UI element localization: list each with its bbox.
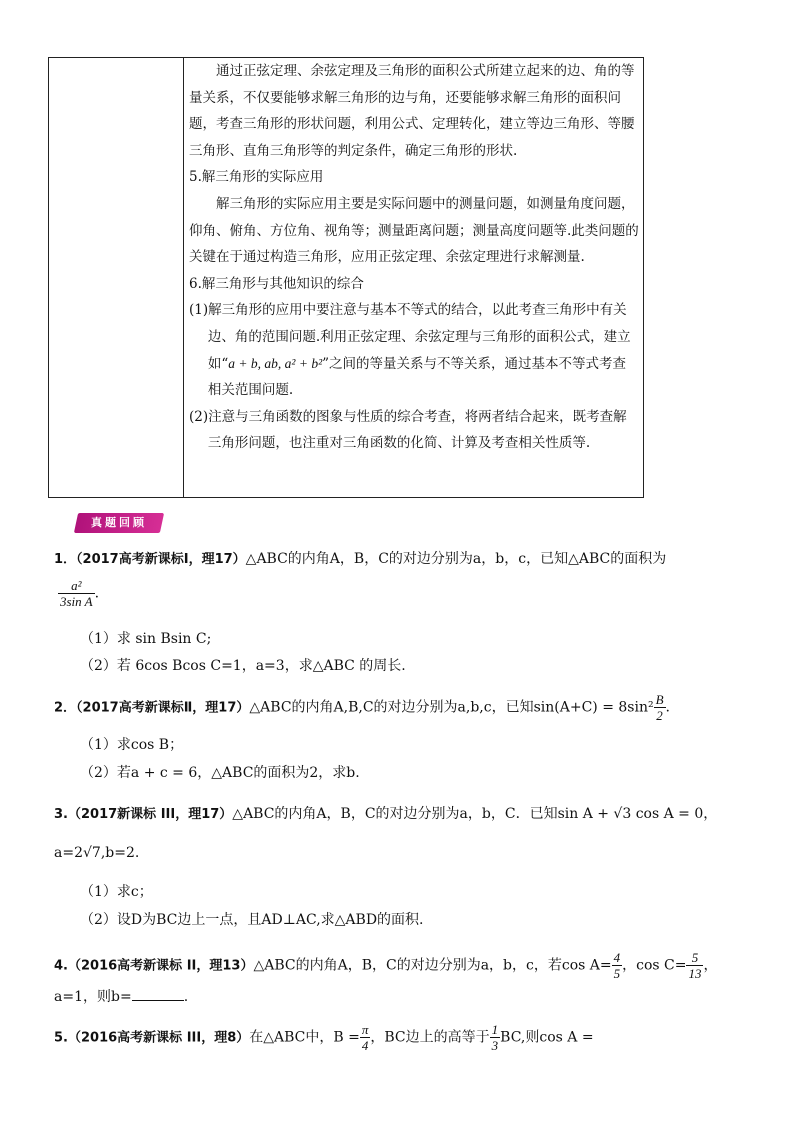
question-4-number: 4. (54, 958, 68, 974)
question-2-source: （2017高考新课标Ⅱ，理17） (76, 700, 250, 716)
question-3-source: （2017新课标 III，理17） (67, 807, 233, 822)
question-5-number: 5. (54, 1030, 68, 1046)
question-4-cos-c-fraction: $\frac{5}{13}$ (688, 950, 702, 981)
question-5-angle-fraction: $\frac{\pi}{4}$ (361, 1022, 369, 1053)
question-4-text: △ABC的内角A，B，C的对边分别为a，b，c，若cos A= (253, 957, 612, 974)
question-4-source: （2016高考新课标 II，理13） (67, 958, 254, 974)
question-4-line-2: a=1，则b= . (54, 989, 189, 1005)
summary-table (48, 57, 644, 498)
question-2-text: △ABC的内角A,B,C的对边分别为a,b,c，已知sin(A+C) = 8sin² (249, 699, 654, 716)
question-4-cos-a-fraction: $\frac{4}{5}$ (613, 950, 621, 981)
paragraph-inequality-part1: (1)解三角形的应用中要注意与基本不等式的结合，以此考查三角形中有关边、角的范围问题.利用正弦定理、余弦定理与三角形的面积公式，建立如“ (189, 302, 631, 372)
table-column-divider (183, 58, 184, 497)
question-1-source: （2017高考新课标Ⅰ，理17） (76, 552, 246, 567)
paragraph-inequality (189, 297, 639, 403)
paragraph-shape-judgement: 通过正弦定理、余弦定理及三角形的面积公式所建立起来的边、角的等量关系，不仅要能够求解三角形的边与角，还要能够求解三角形的面积问题，考查三角形的形状问题，利用公式、定理转化，建立等边三角形、等腰三角形、直角三角形等的判定条件，确定三角形的形状. (189, 63, 635, 159)
question-4: 4.（2016高考新课标 II，理13）△ABC的内角A，B，C的对边分别为a，b，c，若cos A= $\frac{4}{5}$ ，cos C= $\frac{5}{13}$ ， (54, 950, 718, 981)
paragraph-trig-functions: (2)注意与三角函数的图象与性质的综合考查，将两者结合起来，既考查解三角形问题，也注重对三角函数的化简、计算及考查相关性质等. (189, 408, 627, 452)
question-1-part-1: （1）求 sin Bsin C; (80, 631, 212, 647)
question-5: 5.（2016高考新课标 III，理8）在△ABC中，B = $\frac{\pi}{4}$ ，BC边上的高等于 $\frac{1}{3}$ BC,则cos A = (54, 1022, 594, 1053)
heading-practical-application: 5.解三角形的实际应用 (189, 169, 324, 186)
question-2: 2．（2017高考新课标Ⅱ，理17）△ABC的内角A,B,C的对边分别为a,b,c，已知sin(A+C) = 8sin² $\frac{B}{2}$ . (54, 692, 670, 723)
question-3-given-values: a=2√7,b=2. (54, 845, 140, 861)
question-1-text: △ABC的内角A，B，C的对边分别为a，b，c，已知△ABC的面积为 (245, 551, 667, 567)
paragraph-practical-application: 解三角形的实际应用主要是实际问题中的测量问题，如测量角度问题，仰角、俯角、方位角、视角等；测量距离问题；测量高度问题等.此类问题的关键在于通过构造三角形，应用正弦定理、余弦定理进行求解测量. (189, 195, 639, 266)
question-1-part-2: （2）若 6cos Bcos C=1，a=3，求△ABC 的周长. (80, 658, 406, 674)
question-3 (54, 803, 717, 826)
question-2-number: 2． (54, 700, 77, 716)
question-5-source: （2016高考新课标 III，理8） (67, 1030, 250, 1046)
answer-blank[interactable] (132, 1000, 184, 1001)
question-1-fraction-line: $\frac{\text{a²}}{\text{3sin A}}$ . (60, 578, 100, 609)
section-badge: 真题回顾 (74, 513, 164, 533)
question-1-area-fraction: $\frac{\text{a²}}{\text{3sin A}}$ (60, 578, 93, 609)
question-5-height-fraction: $\frac{1}{3}$ (491, 1022, 499, 1053)
heading-comprehensive: 6.解三角形与其他知识的综合 (189, 275, 364, 292)
question-1-number: 1． (54, 552, 77, 567)
question-3-number: 3. (54, 807, 68, 822)
question-2-part-2: （2）若a + c = 6，△ABC的面积为2，求b. (80, 765, 360, 781)
table-content-cell (189, 58, 639, 457)
question-2-part-1: （1）求cos B； (80, 737, 184, 753)
question-1 (54, 548, 666, 571)
question-3-part-2: （2）设D为BC边上一点，且AD⊥AC,求△ABD的面积. (80, 912, 424, 928)
question-2-fraction: $\frac{B}{2}$ (655, 692, 664, 723)
paragraph-inequality-part2: ”之间的等量关系与不等关系，通过基本不等式考查相关范围问题. (207, 355, 627, 399)
inequality-expression: a + b, ab, a² + b² (228, 355, 323, 371)
question-3-part-1: （1）求c； (80, 884, 153, 900)
question-3-text: △ABC的内角A，B，C的对边分别为a，b，C．已知sin A + √3 cos A = 0， (232, 806, 718, 822)
